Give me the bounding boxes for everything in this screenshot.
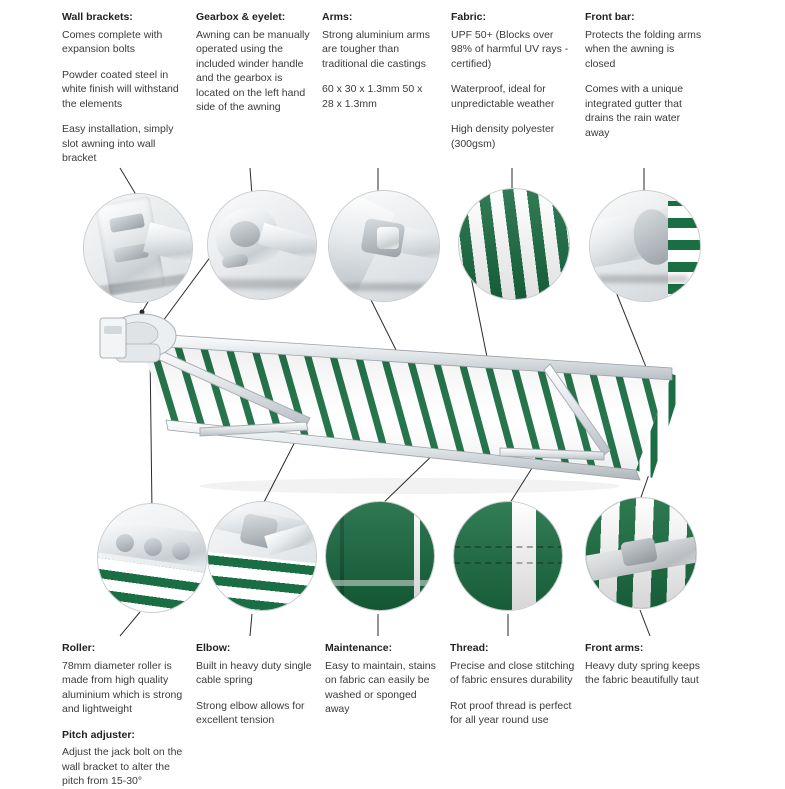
- note-paragraph: UPF 50+ (Blocks over 98% of harmful UV rays - certified): [451, 28, 569, 70]
- bubble-arms: [328, 190, 440, 302]
- note-paragraph: Heavy duty spring keeps the fabric beautifully taut: [585, 659, 700, 686]
- note-heading: Elbow:: [196, 642, 231, 654]
- note-heading: Wall brackets:: [62, 11, 133, 23]
- bubble-front-bar: [589, 190, 701, 302]
- note-front-arms: [585, 641, 707, 688]
- note-heading: Gearbox & eyelet:: [196, 11, 286, 23]
- note-wall-brackets: [62, 10, 180, 166]
- note-paragraph: Powder coated steel in white finish will withstand the elements: [62, 68, 179, 110]
- note-arms: [322, 10, 434, 111]
- note-paragraph: Rot proof thread is perfect for all year round use: [450, 699, 572, 726]
- note-heading: Front arms:: [585, 642, 644, 654]
- note-paragraph: Precise and close stitching of fabric ensures durability: [450, 659, 575, 686]
- note-maintenance: [325, 641, 441, 717]
- bubble-fabric: [458, 188, 570, 300]
- note-paragraph: Comes complete with expansion bolts: [62, 28, 163, 55]
- awning-illustration: [80, 300, 700, 500]
- note-paragraph: Strong elbow allows for excellent tension: [196, 699, 305, 726]
- note-elbow: [196, 641, 312, 728]
- note-heading: Arms:: [322, 11, 353, 23]
- bubble-thread: [453, 501, 563, 611]
- note-roller: [62, 641, 184, 789]
- note-heading: Roller:: [62, 642, 96, 654]
- bubble-maintenance: [325, 501, 435, 611]
- bubble-roller: [97, 503, 207, 613]
- bubble-gearbox: [207, 190, 317, 300]
- note-heading: Front bar:: [585, 11, 635, 23]
- note-paragraph: Adjust the jack bolt on the wall bracket to alter the pitch from 15-30°: [62, 746, 183, 787]
- bubble-wall-bracket: [83, 193, 193, 303]
- note-heading-pitch-adjuster: Pitch adjuster:: [62, 728, 135, 741]
- note-fabric: [451, 10, 573, 151]
- note-paragraph: Comes with a unique integrated gutter that drains the rain water away: [585, 83, 684, 139]
- note-front-bar: [585, 10, 703, 140]
- bubble-front-arms: [585, 497, 697, 609]
- note-paragraph: 78mm diameter roller is made from high quality aluminium which is strong and lightweight: [62, 659, 183, 715]
- note-paragraph: Strong aluminium arms are tougher than traditional die castings: [322, 28, 430, 70]
- note-heading: Fabric:: [451, 11, 487, 23]
- note-heading: Maintenance:: [325, 642, 393, 654]
- note-thread: [450, 641, 576, 728]
- note-paragraph: High density polyester (300gsm): [451, 123, 555, 150]
- bubble-elbow: [207, 501, 317, 611]
- note-paragraph: Protects the folding arms when the awning is closed: [585, 28, 702, 70]
- note-paragraph: Easy installation, simply slot awning into wall bracket: [62, 123, 174, 164]
- note-paragraph: Waterproof, ideal for unpredictable weather: [451, 83, 555, 110]
- note-gearbox-eyelet: [196, 10, 310, 115]
- note-paragraph: 60 x 30 x 1.3mm 50 x 28 x 1.3mm: [322, 83, 423, 110]
- note-paragraph: Built in heavy duty single cable spring: [196, 659, 312, 686]
- note-paragraph: Awning can be manually operated using the included winder handle and the gearbox is located on the left hand side of the awning: [196, 28, 310, 113]
- note-paragraph: Easy to maintain, stains on fabric can easily be washed or sponged away: [325, 659, 436, 715]
- note-heading: Thread:: [450, 642, 489, 654]
